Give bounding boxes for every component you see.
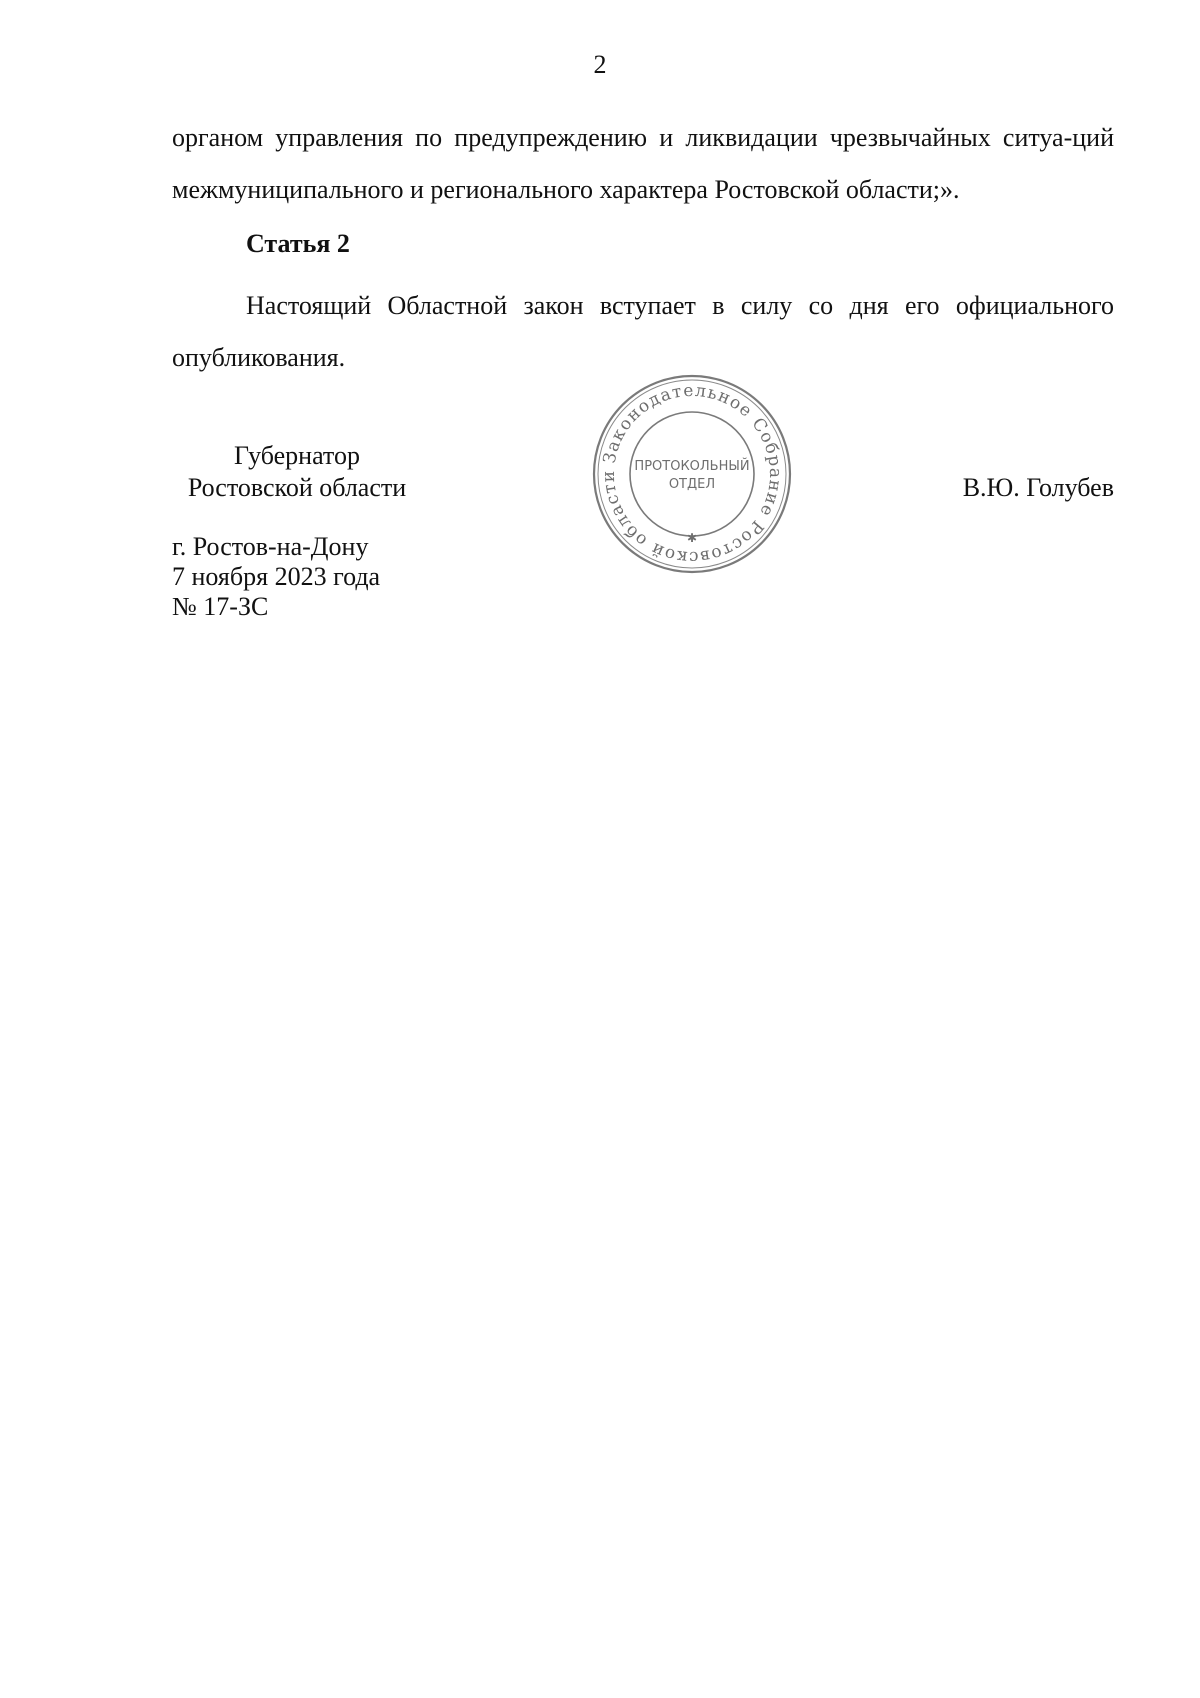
article-text: Настоящий Областной закон вступает в силу со дня его официального опубликования. [172, 291, 1114, 372]
stamp-ring-text: Законодательное Собрание Ростовской области [598, 380, 786, 568]
signatory-name: В.Ю. Голубев [962, 473, 1114, 502]
document-date: 7 ноября 2023 года [172, 562, 381, 591]
signatory-title-line1: Губернатор [234, 441, 360, 470]
paragraph-continuation: органом управления по предупреждению и ликвидации чрезвычайных ситуа-ций межмуниципального и регионального характера Ростовской области;». [172, 123, 1114, 204]
article-heading: Статья 2 [246, 229, 350, 258]
stamp-center-line2: ОТДЕЛ [668, 477, 716, 492]
official-stamp [590, 372, 794, 576]
signatory-title-line2: Ростовской области [187, 473, 407, 502]
stamp-center-line1: ПРОТОКОЛЬНЫЙ [634, 459, 750, 474]
page-number: 2 [593, 50, 607, 79]
signatory-title [172, 440, 422, 504]
document-city: г. Ростов-на-Дону [172, 532, 369, 561]
document-number: № 17-ЗС [172, 592, 269, 621]
stamp-seal-icon [590, 372, 794, 576]
document-details [172, 532, 380, 622]
stamp-star-icon: ✱ [686, 531, 698, 545]
